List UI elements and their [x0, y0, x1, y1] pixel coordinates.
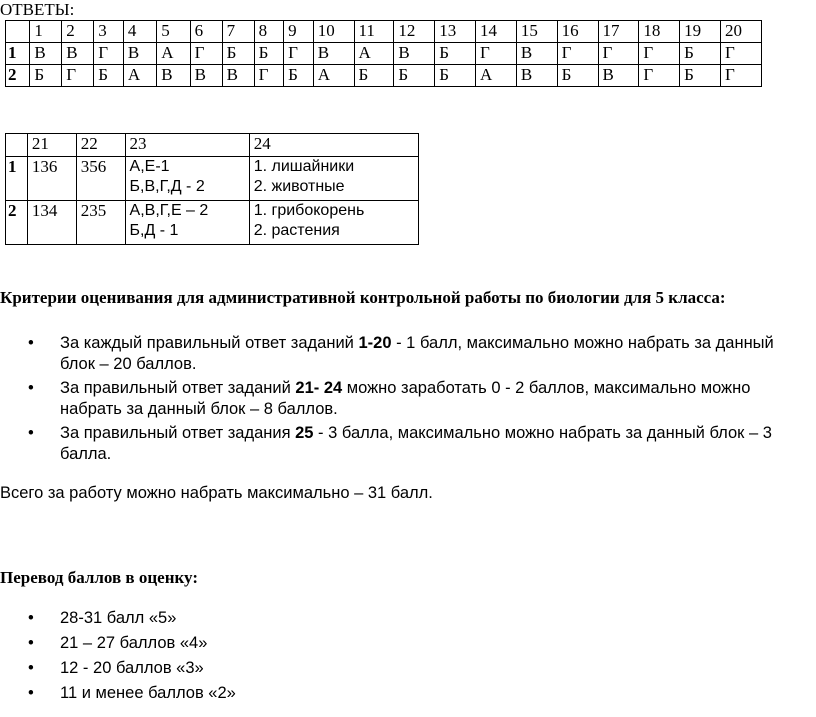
answer-cell: В — [30, 43, 62, 65]
answer-cell: В — [62, 43, 94, 65]
column-header: 6 — [190, 21, 222, 43]
list-item: • За правильный ответ заданий 21- 24 можно заработать 0 - 2 баллов, максимально можно набрать за данный блок – 8 баллов. — [28, 379, 751, 418]
answer-cell: В — [516, 43, 557, 65]
column-header: 3 — [94, 21, 124, 43]
answer-cell — [76, 200, 125, 244]
answers-heading: ОТВЕТЫ: — [0, 0, 75, 19]
answer-cell: Б — [680, 43, 721, 65]
table-row — [6, 156, 419, 200]
answer-cell: В — [394, 43, 435, 65]
table-header-row — [6, 134, 419, 157]
column-header: 1 — [30, 21, 62, 43]
answer-cell: А — [123, 65, 156, 87]
answer-cell — [125, 200, 249, 244]
answer-cell: А — [354, 43, 394, 65]
list-item: • За каждый правильный ответ заданий 1-20 - 1 балл, максимально можно набрать за данный блок – 20 баллов. — [28, 334, 774, 373]
corner-cell — [6, 21, 30, 43]
bullet-icon: • — [28, 609, 34, 627]
answer-line: 136 — [31, 156, 58, 176]
answers-table-21-24 — [5, 133, 419, 245]
answer-cell: Г — [598, 43, 639, 65]
variant-label: 1 — [6, 43, 30, 65]
column-header: 9 — [284, 21, 314, 43]
corner-cell — [6, 134, 28, 157]
column-header: 2 — [62, 21, 94, 43]
list-item: • 12 - 20 баллов «3» — [28, 659, 204, 677]
answer-cell — [249, 200, 418, 244]
answer-cell: В — [157, 65, 190, 87]
total-points: Всего за работу можно набрать максимально – 31 балл. — [0, 484, 433, 502]
table-row — [6, 43, 762, 65]
answer-cell: В — [123, 43, 156, 65]
column-header: 20 — [720, 21, 761, 43]
column-header: 12 — [394, 21, 435, 43]
bullet-icon: • — [28, 424, 34, 442]
list-item: • 11 и менее баллов «2» — [28, 684, 236, 702]
variant-label: 2 — [6, 200, 28, 244]
answer-cell: Б — [557, 65, 598, 87]
grade-list — [0, 608, 400, 708]
answer-cell: Б — [254, 43, 284, 65]
column-header: 17 — [598, 21, 639, 43]
column-header: 24 — [249, 134, 418, 157]
answer-cell: В — [222, 65, 254, 87]
answer-cell: Г — [720, 43, 761, 65]
answer-line: А,В,Г,Е – 2 — [129, 201, 209, 219]
answer-cell: Б — [94, 65, 124, 87]
answer-line: Б,Д - 1 — [129, 221, 179, 239]
column-header: 4 — [123, 21, 156, 43]
answer-line: 235 — [80, 200, 107, 220]
answer-line: А,Е-1 — [129, 157, 170, 175]
bullet-icon: • — [28, 379, 34, 397]
answer-cell: А — [157, 43, 190, 65]
answer-cell: В — [598, 65, 639, 87]
answer-cell: Г — [94, 43, 124, 65]
answer-cell: В — [516, 65, 557, 87]
table-row — [6, 65, 762, 87]
column-header: 10 — [313, 21, 354, 43]
bullet-icon: • — [28, 659, 34, 677]
answer-cell: Б — [30, 65, 62, 87]
answer-line: 2. растения — [253, 221, 340, 239]
answer-cell — [27, 156, 76, 200]
answer-line: 134 — [31, 200, 58, 220]
answer-cell: В — [190, 65, 222, 87]
answer-cell: Г — [190, 43, 222, 65]
bullet-icon: • — [28, 634, 34, 652]
answer-line: 2. животные — [253, 177, 345, 195]
answer-cell: Б — [394, 65, 435, 87]
column-header: 23 — [125, 134, 249, 157]
column-header: 16 — [557, 21, 598, 43]
answer-line: 1. лишайники — [253, 157, 355, 175]
answer-cell: Б — [354, 65, 394, 87]
answer-cell: Г — [720, 65, 761, 87]
list-item: • 28-31 балл «5» — [28, 609, 177, 627]
column-header: 8 — [254, 21, 284, 43]
answer-cell — [76, 156, 125, 200]
answer-cell: Б — [435, 43, 476, 65]
answer-cell — [249, 156, 418, 200]
column-header: 5 — [157, 21, 190, 43]
variant-label: 1 — [6, 156, 28, 200]
list-item: • 21 – 27 баллов «4» — [28, 634, 208, 652]
table-header-row — [6, 21, 762, 43]
answer-cell — [27, 200, 76, 244]
bullet-icon: • — [28, 334, 34, 352]
column-header: 19 — [680, 21, 721, 43]
answer-cell: В — [313, 43, 354, 65]
column-header: 7 — [222, 21, 254, 43]
bullet-icon: • — [28, 684, 34, 702]
answer-cell: Г — [639, 65, 680, 87]
column-header: 14 — [476, 21, 517, 43]
answer-cell: Г — [476, 43, 517, 65]
answer-line: 1. грибокорень — [253, 201, 365, 219]
column-header: 21 — [27, 134, 76, 157]
grade-conversion-title: Перевод баллов в оценку: — [0, 568, 198, 587]
answer-cell: Б — [435, 65, 476, 87]
answer-cell: Г — [62, 65, 94, 87]
answer-cell: А — [476, 65, 517, 87]
answer-cell: Г — [557, 43, 598, 65]
answer-cell: Г — [284, 43, 314, 65]
column-header: 13 — [435, 21, 476, 43]
column-header: 11 — [354, 21, 394, 43]
list-item: • За правильный ответ задания 25 - 3 балла, максимально можно набрать за данный блок – 3 балла. — [28, 424, 772, 463]
answer-cell: А — [313, 65, 354, 87]
answer-cell: Б — [680, 65, 721, 87]
column-header: 18 — [639, 21, 680, 43]
answer-cell: Г — [639, 43, 680, 65]
answer-cell: Г — [254, 65, 284, 87]
answer-line: Б,В,Г,Д - 2 — [129, 177, 205, 195]
criteria-title: Критерии оценивания для административной контрольной работы по биологии для 5 класса: — [0, 288, 726, 307]
answer-cell — [125, 156, 249, 200]
criteria-list — [0, 333, 800, 468]
table-row — [6, 200, 419, 244]
answers-table-1-20 — [5, 20, 762, 87]
column-header: 15 — [516, 21, 557, 43]
column-header: 22 — [76, 134, 125, 157]
answer-line: 356 — [80, 156, 107, 176]
answer-cell: Б — [222, 43, 254, 65]
answer-cell: Б — [284, 65, 314, 87]
variant-label: 2 — [6, 65, 30, 87]
